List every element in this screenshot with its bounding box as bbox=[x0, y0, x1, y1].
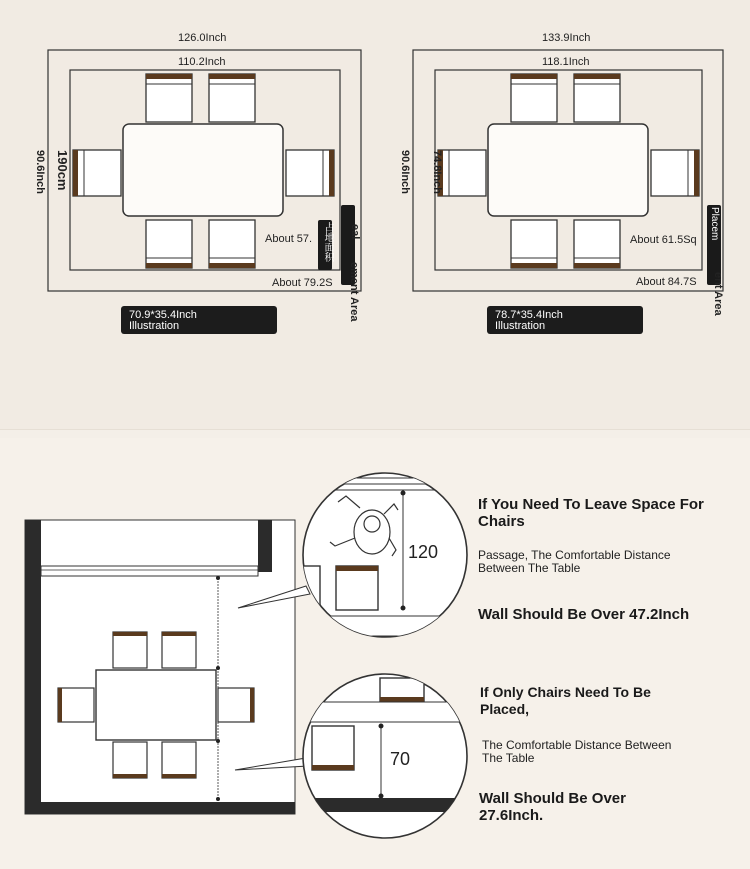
chair-clearance-dimension: 70 bbox=[390, 749, 411, 769]
right-inner-height-label: 74.8Inch bbox=[431, 150, 443, 195]
clearance-panel bbox=[0, 438, 750, 869]
right-outer-height-label: 90.6Inch bbox=[399, 150, 411, 195]
left-wall bbox=[25, 520, 41, 814]
bottom-wall bbox=[25, 802, 295, 814]
right-inner-width-label: 118.1Inch bbox=[542, 56, 590, 68]
chairs-description: The Comfortable Distance Between The Table bbox=[482, 738, 672, 765]
left-tag-caption: Illustration bbox=[129, 320, 180, 332]
left-outer-area-label: About 79.2S bbox=[272, 277, 333, 289]
passage-requirement: Wall Should Be Over 47.2Inch bbox=[478, 606, 690, 623]
right-outer-width-label: 133.9Inch bbox=[542, 32, 591, 44]
chair bbox=[651, 150, 699, 196]
chair bbox=[574, 220, 620, 268]
passage-description: Passage, The Comfortable Distance Between The Table bbox=[478, 548, 671, 575]
right-size-tag bbox=[487, 306, 643, 334]
left-side-label-top: eal bbox=[349, 224, 361, 240]
chair bbox=[218, 688, 254, 722]
right-outer-area-label: About 84.7S bbox=[636, 276, 697, 288]
chairs-requirement: Wall Should Be Over 27.6Inch. bbox=[479, 790, 626, 824]
left-inner-area-label: About 57. bbox=[265, 233, 313, 245]
left-area-badge: 占地面积 bbox=[318, 220, 332, 270]
right-tag-caption: Illustration bbox=[495, 320, 546, 332]
dining-table bbox=[488, 124, 648, 216]
left-inner-height-label: 190cm bbox=[55, 150, 70, 191]
detail-circle-chairs-only bbox=[300, 674, 470, 838]
right-floorplan bbox=[0, 0, 750, 430]
chair bbox=[511, 74, 557, 122]
right-side-label: ent Area bbox=[712, 272, 724, 316]
chair bbox=[438, 150, 486, 196]
passage-dimension: 120 bbox=[408, 542, 439, 562]
chair bbox=[162, 742, 196, 778]
right-wall-segment bbox=[258, 520, 272, 572]
room-floor bbox=[25, 520, 295, 814]
chair bbox=[113, 742, 147, 778]
right-tag-size: 78.7*35.4Inch bbox=[495, 309, 563, 321]
right-inner-area-label: About 61.5Sq bbox=[630, 234, 697, 246]
detail-circle-passage bbox=[296, 473, 470, 637]
left-inner-width-label: 110.2Inch bbox=[178, 56, 226, 68]
chair bbox=[58, 688, 94, 722]
counter bbox=[41, 566, 258, 576]
chairs-heading: If Only Chairs Need To Be Placed, bbox=[480, 684, 651, 717]
dining-table bbox=[96, 670, 216, 740]
left-side-label: ement Area bbox=[348, 262, 360, 322]
left-outer-height-label: 90.6Inch bbox=[34, 150, 46, 195]
passage-heading: If You Need To Leave Space For Chairs bbox=[478, 496, 704, 530]
chair bbox=[574, 74, 620, 122]
chair bbox=[113, 632, 147, 668]
left-tag-size: 70.9*35.4Inch bbox=[129, 309, 197, 321]
chair bbox=[511, 220, 557, 268]
top-layout-panel bbox=[0, 0, 750, 430]
left-outer-width-label: 126.0Inch bbox=[178, 32, 227, 44]
right-placement-badge: Placem bbox=[707, 205, 721, 285]
chair bbox=[162, 632, 196, 668]
